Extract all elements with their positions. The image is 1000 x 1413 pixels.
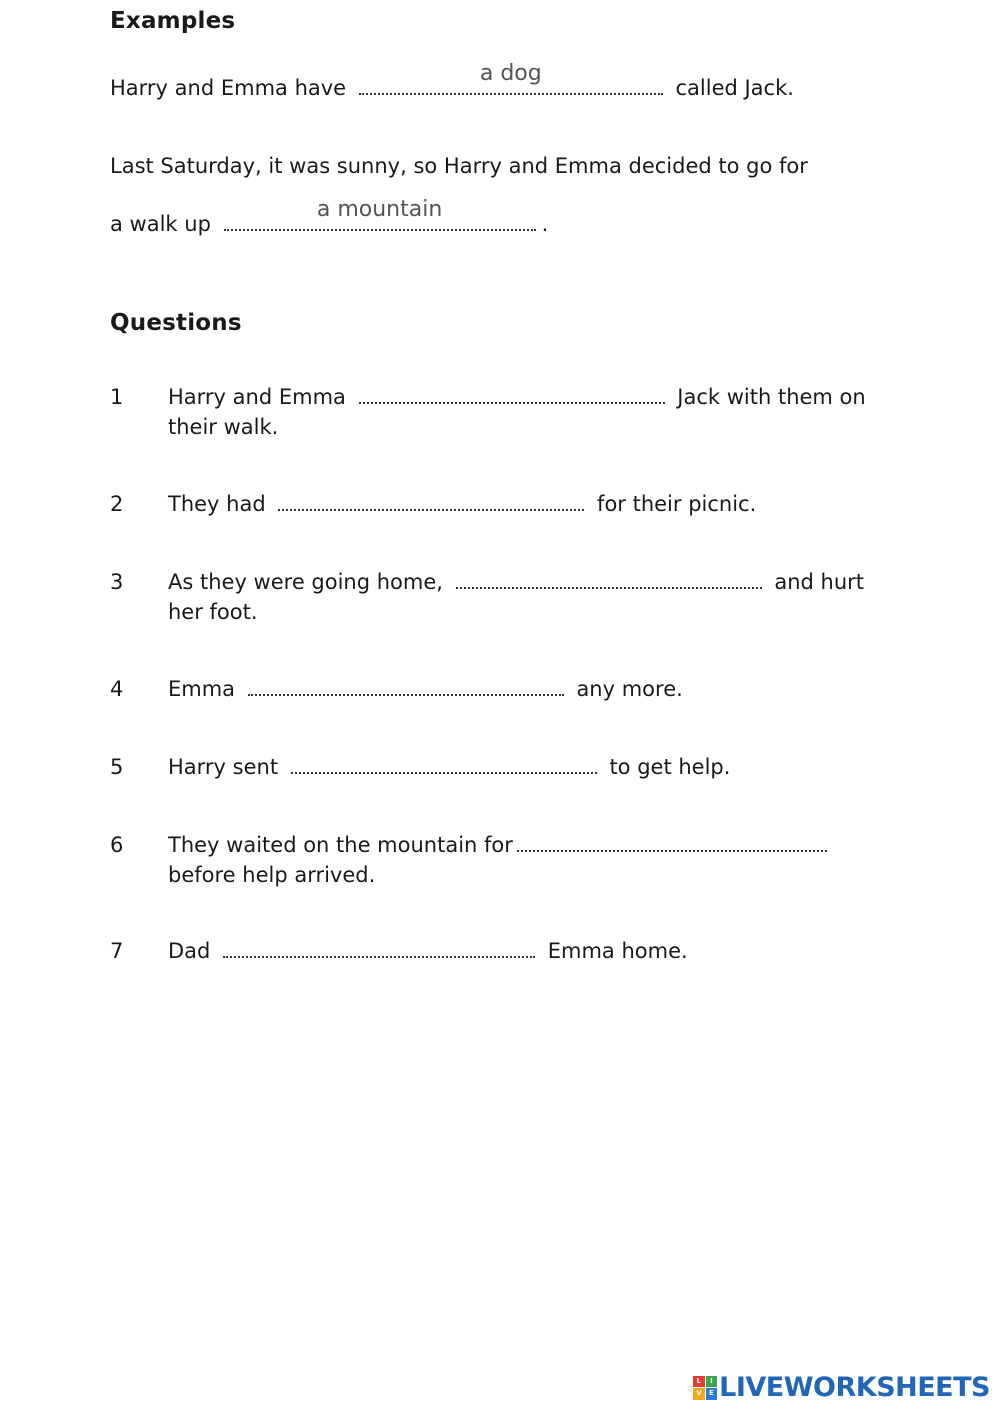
question-2-number: 2	[110, 492, 124, 516]
examples-heading: Examples	[110, 8, 236, 34]
question-4-blank[interactable]	[248, 674, 564, 696]
example-1	[110, 61, 794, 103]
question-6-number: 6	[110, 833, 124, 857]
question-5-after: to get help.	[609, 755, 731, 779]
example-1-before: Harry and Emma have	[110, 76, 347, 100]
question-1-before: Harry and Emma	[168, 385, 346, 409]
question-4-before: Emma	[168, 677, 236, 701]
question-3-number: 3	[110, 570, 124, 594]
question-7-blank[interactable]	[223, 936, 535, 958]
question-5-blank[interactable]	[291, 752, 597, 774]
question-4-after: any more.	[576, 677, 683, 701]
question-4-number: 4	[110, 677, 124, 701]
question-6-before: They waited on the mountain for	[168, 833, 513, 857]
question-3-before: As they were going home,	[168, 570, 443, 594]
liveworksheets-icon	[693, 1376, 717, 1400]
logo-icon-tile-v: V	[693, 1388, 705, 1400]
question-2-after: for their picnic.	[597, 492, 757, 516]
liveworksheets-logo[interactable]	[693, 1372, 990, 1403]
question-5-before: Harry sent	[168, 755, 279, 779]
logo-icon-tile-i: I	[706, 1376, 718, 1388]
example-2-answer: a mountain	[316, 197, 443, 222]
question-7-after: Emma home.	[547, 939, 688, 963]
question-7	[168, 936, 688, 966]
question-3-blank[interactable]	[456, 567, 762, 589]
question-7-before: Dad	[168, 939, 211, 963]
example-2	[110, 197, 549, 239]
question-3-after: and hurt	[774, 570, 864, 594]
question-6-continuation: before help arrived.	[168, 863, 376, 887]
question-1-continuation: their walk.	[168, 415, 279, 439]
question-6-blank[interactable]	[517, 830, 827, 852]
question-1-after: Jack with them on	[677, 385, 866, 409]
example-2-after: .	[541, 212, 549, 236]
question-3	[168, 567, 864, 597]
question-7-number: 7	[110, 939, 124, 963]
question-3-continuation: her foot.	[168, 600, 258, 624]
question-5-number: 5	[110, 755, 124, 779]
example-2-before: a walk up	[110, 212, 211, 236]
example-1-answer: a dog	[479, 61, 542, 86]
example-2-blank[interactable]	[224, 197, 536, 231]
example-1-after: called Jack.	[675, 76, 794, 100]
example-2-line1: Last Saturday, it was sunny, so Harry and Emma decided to go for	[110, 154, 808, 178]
question-1-number: 1	[110, 385, 124, 409]
question-2	[168, 489, 756, 519]
question-6	[168, 830, 833, 860]
logo-icon-tile-e: E	[706, 1388, 718, 1400]
question-5	[168, 752, 730, 782]
question-2-before: They had	[168, 492, 266, 516]
logo-icon-tile-l: L	[693, 1376, 705, 1388]
example-1-blank[interactable]	[359, 61, 663, 95]
question-4	[168, 674, 683, 704]
question-1-blank[interactable]	[359, 382, 665, 404]
question-2-blank[interactable]	[278, 489, 584, 511]
logo-text: LIVEWORKSHEETS	[719, 1372, 990, 1403]
question-1	[168, 382, 866, 412]
questions-heading: Questions	[110, 310, 242, 336]
